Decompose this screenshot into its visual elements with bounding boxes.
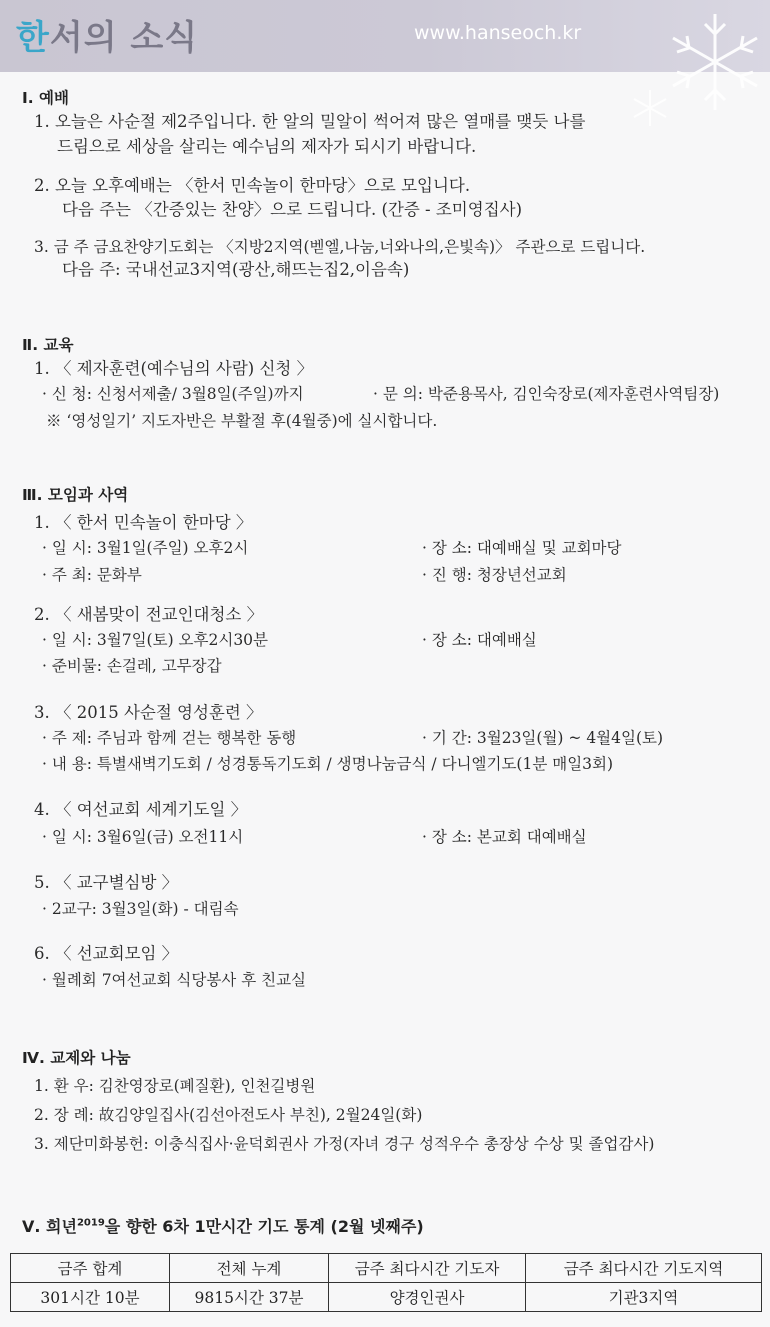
prayer-title-prefix: Ⅴ. 희년 [22, 1217, 77, 1236]
fellowship-funeral: 2. 장 례: 故김양일집사(김선아전도사 부친), 2월24일(화) [34, 1106, 423, 1124]
header-top-region: 금주 최다시간 기도지역 [526, 1254, 762, 1283]
education-note: ※ ‘영성일기’ 지도자반은 부활절 후(4월중)에 실시합니다. [46, 412, 438, 430]
logo-accent: 한 [16, 18, 50, 58]
meeting-5-detail: · 2교구: 3월3일(화) - 대림속 [42, 900, 239, 918]
education-contact: · 문 의: 박준용목사, 김인숙장로(제자훈련사역팀장) [373, 385, 720, 403]
meeting-2-place: · 장 소: 대예배실 [422, 631, 537, 649]
meeting-2-title: 2. 〈 새봄맞이 전교인대청소 〉 [34, 605, 264, 624]
worship-item-1-line2: 드림으로 세상을 살리는 예수님의 제자가 되시기 바랍니다. [57, 137, 477, 156]
value-top-person: 양경인권사 [329, 1283, 526, 1312]
snowflake-icon [620, 0, 770, 140]
section-prayer-stats-title [22, 1214, 424, 1237]
education-signup: · 신 청: 신청서제출/ 3월8일(주일)까지 [42, 385, 304, 403]
value-top-region: 기관3지역 [526, 1283, 762, 1312]
value-week-total: 301시간 10분 [11, 1283, 170, 1312]
worship-item-2-line1: 2. 오늘 오후예배는 〈한서 민속놀이 한마당〉으로 모입니다. [34, 176, 471, 195]
meeting-6-detail: · 월례회 7여선교회 식당봉사 후 친교실 [42, 971, 307, 989]
prayer-title-suffix: 을 향한 6차 1만시간 기도 통계 (2월 넷째주) [104, 1217, 424, 1236]
meeting-1-host: · 주 최: 문화부 [42, 566, 142, 584]
prayer-stats-table [10, 1253, 762, 1312]
meeting-3-period: · 기 간: 3월23일(월) ~ 4월4일(토) [422, 729, 664, 747]
worship-item-1-line1: 1. 오늘은 사순절 제2주입니다. 한 알의 밀알이 썩어져 많은 열매를 맺듯 나를 [34, 112, 586, 131]
section-fellowship-title: Ⅳ. 교제와 나눔 [22, 1049, 131, 1067]
worship-item-2-line2: 다음 주는 〈간증있는 찬양〉으로 드립니다. (간증 - 조미영집사) [62, 200, 523, 219]
section-worship-title: Ⅰ. 예배 [22, 89, 69, 107]
meeting-5-title: 5. 〈 교구별심방 〉 [34, 873, 179, 892]
meeting-6-title: 6. 〈 선교회모임 〉 [34, 944, 179, 963]
meeting-1-place: · 장 소: 대예배실 및 교회마당 [422, 539, 622, 557]
table-header-row [11, 1254, 762, 1283]
table-row [11, 1283, 762, 1312]
header-top-person: 금주 최다시간 기도자 [329, 1254, 526, 1283]
worship-item-3-line1: 3. 금 주 금요찬양기도회는 〈지방2지역(벧엘,나눔,너와나의,은빛속)〉 주관으로 드립니다. [34, 238, 646, 256]
prayer-title-year: 2019 [76, 1217, 105, 1229]
logo-text: 서의 소식 [49, 18, 199, 58]
section-meetings-title: Ⅲ. 모임과 사역 [22, 486, 129, 504]
meeting-1-title: 1. 〈 한서 민속놀이 한마당 〉 [34, 513, 253, 532]
section-education-title: Ⅱ. 교육 [22, 336, 74, 354]
meeting-2-supplies: · 준비물: 손걸레, 고무장갑 [42, 657, 222, 675]
header-week-total: 금주 합계 [11, 1254, 170, 1283]
header-cumulative: 전체 누계 [170, 1254, 329, 1283]
newsletter-logo [16, 10, 198, 59]
meeting-4-place: · 장 소: 본교회 대예배실 [422, 828, 587, 846]
meeting-3-theme: · 주 제: 주님과 함께 걷는 행복한 동행 [42, 729, 297, 747]
meeting-2-date: · 일 시: 3월7일(토) 오후2시30분 [42, 631, 269, 649]
meeting-4-title: 4. 〈 여선교회 세계기도일 〉 [34, 800, 248, 819]
website-url[interactable]: www.hanseoch.kr [414, 22, 582, 44]
fellowship-flowers: 3. 제단미화봉헌: 이충식집사·윤덕회권사 가정(자녀 경구 성적우수 총장상 수상 및 졸업감사) [34, 1135, 655, 1153]
meeting-3-content: · 내 용: 특별새벽기도회 / 성경통독기도회 / 생명나눔금식 / 다니엘기도(1분 매일3회) [42, 755, 614, 773]
meeting-1-date: · 일 시: 3월1일(주일) 오후2시 [42, 539, 249, 557]
value-cumulative: 9815시간 37분 [170, 1283, 329, 1312]
meeting-1-organizer: · 진 행: 청장년선교회 [422, 566, 567, 584]
meeting-3-title: 3. 〈 2015 사순절 영성훈련 〉 [34, 703, 263, 722]
fellowship-patient: 1. 환 우: 김찬영장로(폐질환), 인천길병원 [34, 1077, 316, 1095]
education-item-1: 1. 〈 제자훈련(예수님의 사람) 신청 〉 [34, 359, 314, 378]
meeting-4-date: · 일 시: 3월6일(금) 오전11시 [42, 828, 244, 846]
worship-item-3-line2: 다음 주: 국내선교3지역(광산,해뜨는집2,이음속) [62, 260, 410, 279]
